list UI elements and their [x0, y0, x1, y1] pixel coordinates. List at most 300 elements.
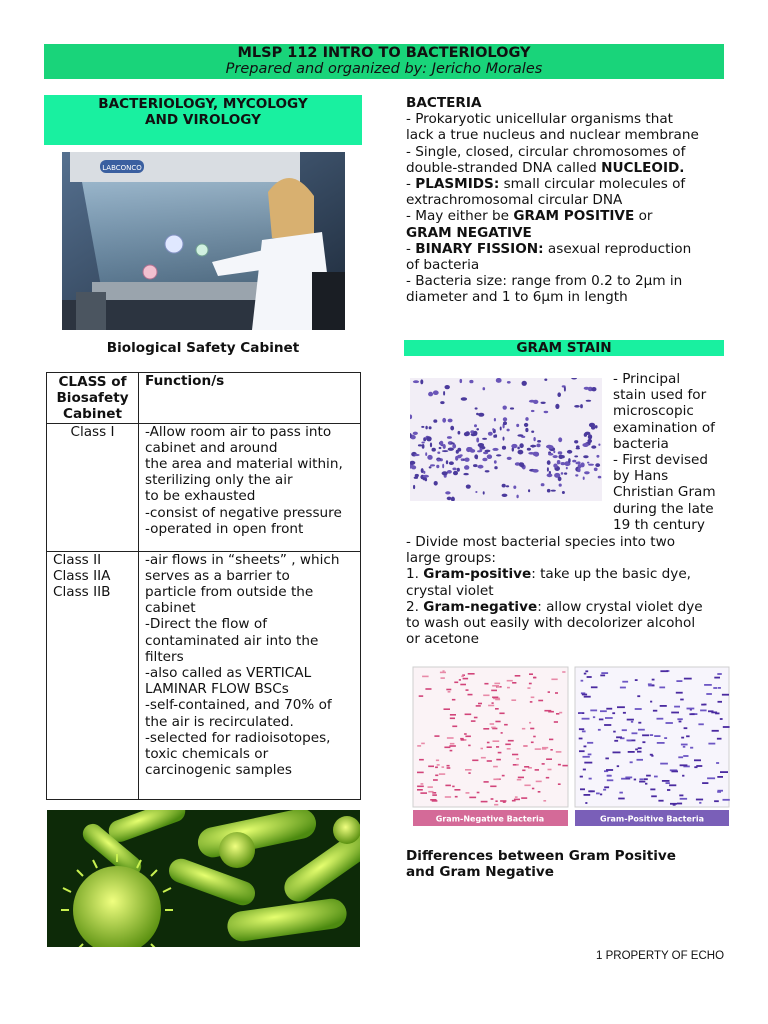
stained-cell [436, 465, 439, 468]
stained-cell [469, 380, 473, 383]
stained-cell [483, 387, 486, 390]
bacteria-text-line: double-stranded DNA called NUCLEOID. [406, 159, 685, 176]
table-header-function: Function/s [139, 373, 361, 424]
gram-positive-cell [717, 776, 723, 778]
stained-cell [460, 454, 463, 456]
gram-positive-cell [627, 740, 632, 742]
gram-negative-cell [445, 785, 451, 787]
stained-cell [475, 491, 477, 493]
stained-cell [519, 462, 523, 467]
stained-cell [493, 435, 496, 438]
stained-cell [442, 464, 444, 469]
gram-negative-cell [433, 779, 438, 781]
gram-negative-cell [447, 767, 451, 769]
stained-cell [421, 426, 424, 428]
stained-cell [558, 451, 563, 454]
biosafety-cabinet-table [46, 372, 361, 800]
stained-cell [482, 458, 487, 462]
stained-cell [447, 436, 452, 439]
stained-cell [530, 445, 536, 448]
stained-cell [595, 425, 598, 428]
bacteria-text-line: - BINARY FISSION: asexual reproduction [406, 240, 692, 257]
gram-negative-cell [501, 732, 503, 734]
gram-positive-cell [622, 681, 628, 683]
gram-negative-cell [450, 743, 455, 745]
gram-positive-cell [584, 746, 587, 748]
gram-negative-cell [529, 673, 533, 675]
function-line: carcinogenic samples [145, 762, 292, 779]
gram-negative-cell [422, 676, 429, 678]
gram-positive-cell [605, 717, 613, 719]
stained-cell [547, 467, 549, 471]
gram-positive-cell [580, 776, 583, 778]
stained-cell [567, 450, 572, 454]
function-line: the area and material within, [145, 456, 343, 473]
gram-negative-cell [558, 783, 561, 785]
gram-positive-cell [664, 737, 667, 739]
stained-cell [502, 494, 508, 497]
gram-negative-cell [465, 769, 472, 771]
stained-cell [577, 468, 580, 473]
gram-negative-cell [481, 757, 486, 759]
gram-negative-cell [421, 783, 424, 785]
gram-negative-cell [530, 701, 533, 703]
gram-negative-cell [425, 688, 431, 690]
gram-side-line: - Principal [613, 371, 681, 387]
gram-text-line: - Divide most bacterial species into two [406, 534, 676, 550]
function-line: -also called as VERTICAL [145, 665, 312, 682]
gram-negative-cell [450, 718, 455, 720]
stained-cell [440, 401, 444, 404]
gram-negative-cell [535, 748, 541, 750]
document-author: Prepared and organized by: Jericho Morales [225, 61, 543, 77]
gram-positive-cell [620, 687, 626, 689]
gram-negative-cell [532, 788, 534, 790]
stained-cell [443, 444, 446, 449]
gram-positive-cell [646, 775, 651, 777]
stained-cell [494, 418, 496, 421]
gram-positive-cell [589, 778, 592, 780]
gram-positive-cell [579, 738, 583, 740]
stained-cell [559, 484, 562, 487]
gram-side-line: microscopic [613, 403, 694, 420]
gram-negative-cell [512, 682, 516, 684]
gram-positive-cell [623, 712, 626, 714]
stained-cell [464, 458, 469, 462]
gram-negative-cell [435, 775, 438, 777]
gram-positive-cell [712, 730, 719, 732]
stained-cell [475, 407, 478, 409]
stained-cell [434, 481, 438, 486]
stained-cell [410, 461, 415, 465]
gram-negative-cell [516, 758, 519, 760]
gram-negative-cell [543, 800, 546, 802]
gram-negative-cell [516, 764, 518, 766]
stained-cell [511, 444, 517, 448]
gram-negative-cell [491, 727, 496, 729]
gram-negative-cell [468, 673, 475, 675]
gram-positive-cell [654, 776, 658, 778]
gram-positive-cell [713, 687, 717, 689]
gram-negative-cell [544, 710, 551, 712]
gram-positive-cell [637, 759, 644, 761]
stained-cell [442, 471, 448, 475]
gram-positive-cell [590, 710, 597, 712]
gram-negative-cell [562, 671, 565, 673]
stained-cell [541, 483, 545, 486]
gram-positive-cell [630, 761, 633, 763]
stained-cell [517, 447, 520, 450]
stained-cell [453, 471, 458, 475]
gram-positive-cell [584, 673, 587, 675]
stained-cell [596, 455, 599, 458]
gram-negative-cell [419, 695, 424, 697]
gram-negative-cell [483, 695, 489, 697]
gram-positive-cell [637, 695, 640, 697]
stained-cell [473, 431, 477, 436]
gram-positive-cell [645, 783, 647, 785]
gram-negative-cell [548, 769, 552, 771]
gram-negative-cell [535, 769, 539, 771]
stained-cell [476, 413, 479, 415]
gram-positive-cell [627, 719, 634, 721]
stained-cell [503, 437, 505, 441]
gram-positive-cell [612, 712, 615, 714]
gram-positive-cell [638, 722, 641, 724]
gram-positive-cell [652, 679, 655, 681]
stained-cell [582, 443, 588, 447]
gram-stain-heading: GRAM STAIN [404, 340, 724, 356]
gram-negative-cell [468, 694, 473, 696]
stained-cell [457, 448, 461, 452]
stained-cell [430, 464, 435, 466]
gram-positive-cell [640, 778, 644, 780]
stained-cell [440, 441, 444, 446]
gram-positive-cell [687, 708, 695, 710]
stained-cell [429, 466, 432, 468]
gram-positive-cell [690, 747, 693, 749]
gram-positive-cell [631, 721, 633, 723]
gram-negative-cell [507, 687, 510, 689]
stained-cell [414, 477, 418, 479]
stained-cell [502, 484, 506, 488]
gram-negative-cell [465, 714, 472, 716]
gram-negative-cell [524, 785, 530, 787]
gram-positive-cell [580, 788, 585, 790]
gram-positive-cell [699, 802, 701, 804]
stained-cell [494, 466, 497, 469]
stained-cell [531, 410, 535, 412]
stained-cell [503, 421, 507, 425]
gram-negative-cell [511, 699, 516, 701]
table-row [47, 423, 361, 551]
page-footer: 1 PROPERTY OF ECHO [596, 950, 725, 962]
stained-cell [591, 445, 596, 448]
gram-negative-cell [514, 799, 520, 801]
gram-positive-cell [653, 710, 657, 712]
stained-cell [510, 407, 514, 409]
stained-cell [547, 460, 551, 465]
gram-negative-cell [530, 728, 534, 730]
gram-negative-cell [420, 792, 427, 794]
stained-cell [588, 464, 594, 466]
stained-cell [574, 440, 578, 443]
gram-positive-cell [596, 793, 600, 795]
gram-negative-cell [502, 775, 505, 777]
gram-positive-cell [677, 803, 682, 805]
gram-negative-cell [523, 745, 528, 747]
stained-cell [452, 444, 456, 449]
stained-cell [507, 381, 511, 384]
bacteria-text-line: - PLASMIDS: small circular molecules of [406, 176, 686, 193]
gram-positive-cell [679, 721, 682, 723]
stained-cell [537, 440, 541, 443]
stained-cell [437, 459, 440, 462]
gram-negative-cell [481, 748, 484, 750]
gram-positive-cell [637, 751, 642, 753]
gram-positive-cell [673, 804, 676, 806]
gram-negative-cell [488, 705, 494, 707]
stained-cell [525, 428, 528, 432]
gram-positive-cell [587, 742, 593, 744]
gram-positive-cell [639, 781, 645, 783]
stained-cell [423, 475, 429, 478]
stained-cell [449, 461, 454, 465]
gram-negative-cell [496, 746, 499, 748]
gram-positive-cell [638, 729, 645, 731]
stained-cell [516, 424, 519, 427]
stained-cell [564, 472, 567, 474]
stained-cell [506, 485, 509, 487]
stained-cell [478, 465, 484, 469]
gram-positive-cell [635, 749, 638, 751]
gram-positive-cell [662, 780, 670, 782]
gram-positive-cell [700, 710, 707, 712]
gram-negative-cell [441, 677, 445, 679]
stained-cell [413, 380, 419, 383]
gram-negative-cell [487, 742, 490, 744]
gram-negative-cell [474, 717, 478, 719]
gram-positive-cell [680, 798, 687, 800]
gram-positive-cell [600, 675, 605, 677]
gram-negative-cell [522, 728, 525, 730]
stained-cell [584, 471, 590, 474]
gram-positive-cell [600, 710, 607, 712]
stained-cell [547, 489, 551, 493]
gram-positive-cell [698, 723, 703, 725]
gram-negative-cell [495, 721, 500, 723]
gram-negative-cell [454, 789, 460, 791]
stained-cell [502, 446, 506, 450]
bacteria-text-line: - May either be GRAM POSITIVE or [406, 208, 653, 225]
stained-cell [443, 391, 445, 396]
stained-cell [598, 476, 602, 479]
stained-cell [591, 387, 596, 391]
gram-positive-cell [676, 680, 682, 682]
gram-side-line: 19 th century [613, 516, 705, 533]
gram-negative-cell [546, 777, 549, 779]
stained-cell [476, 428, 479, 430]
stained-cell [553, 464, 557, 468]
gram-positive-cell [607, 775, 612, 777]
stained-cell [492, 448, 498, 451]
gram-positive-cell [579, 712, 582, 714]
gram-negative-cell [446, 689, 451, 691]
stained-cell [442, 418, 446, 423]
stained-cell [571, 378, 577, 380]
gram-positive-cell [617, 765, 619, 767]
table-header-row [47, 373, 361, 424]
stained-cell [595, 463, 600, 467]
gram-negative-cell [495, 708, 499, 710]
stained-cell [525, 417, 528, 421]
stained-cell [467, 447, 473, 451]
gram-positive-cell [650, 754, 653, 756]
gram-positive-cell [654, 735, 660, 737]
gram-positive-cell [587, 676, 592, 678]
stained-cell [478, 413, 484, 417]
gram-positive-cell [658, 800, 663, 802]
gram-positive-cell [622, 729, 627, 731]
gram-negative-cell [512, 754, 518, 756]
gram-negative-cell [491, 798, 494, 800]
gram-positive-cell [660, 670, 668, 672]
gram-negative-cell [500, 800, 506, 802]
stained-cell [447, 497, 452, 501]
stained-cell [598, 444, 600, 446]
gram-negative-cell [490, 786, 496, 788]
function-line: -consist of negative pressure [145, 504, 342, 521]
gram-positive-cell [702, 782, 708, 784]
gram-positive-cell [588, 754, 592, 756]
gram-positive-cell [638, 747, 642, 749]
stained-cell [588, 434, 592, 439]
stained-cell [476, 438, 479, 443]
gram-negative-cell [518, 777, 524, 779]
gram-positive-cell [717, 791, 721, 793]
bacteria-text-line: diameter and 1 to 6µm in length [406, 289, 628, 306]
document-title: MLSP 112 INTRO TO BACTERIOLOGY [237, 45, 531, 61]
gram-positive-cell [634, 779, 636, 781]
gram-positive-cell [717, 738, 722, 740]
stained-cell [576, 462, 580, 464]
gram-negative-cell [559, 712, 562, 714]
stained-cell [503, 417, 507, 421]
bacteria-text-line: - Single, closed, circular chromosomes of [406, 143, 686, 160]
gram-positive-cell [723, 799, 730, 801]
stained-cell [448, 419, 453, 423]
stained-cell [528, 452, 534, 455]
gram-negative-cell [484, 683, 488, 685]
gram-negative-cell [419, 759, 424, 761]
gram-comparison-caption [406, 848, 726, 880]
gram-negative-cell [536, 781, 542, 783]
class-line: Class IIB [53, 584, 111, 601]
gram-positive-cell [635, 679, 638, 681]
stained-cell [485, 470, 490, 472]
gram-positive-cell [714, 800, 719, 802]
cabinet-brand-label: LABCONCO [102, 164, 142, 172]
stained-cell [432, 448, 436, 452]
gram-positive-cell [707, 777, 715, 779]
function-line: -Direct the flow of [145, 616, 267, 633]
stained-cell [584, 387, 590, 390]
function-line: LAMINAR FLOW BSCs [145, 681, 289, 698]
stained-cell [544, 411, 549, 413]
stained-cell [421, 442, 424, 444]
table-row [47, 551, 361, 799]
gram-negative-cell [469, 797, 476, 799]
gram-negative-cell [478, 703, 482, 705]
stained-cell [503, 406, 507, 410]
gram-positive-cell [681, 737, 684, 739]
function-line: -air flows in “sheets” , which [145, 551, 340, 568]
gram-positive-cell [605, 758, 609, 760]
gram-negative-cell [504, 724, 508, 726]
stained-cell [557, 392, 561, 397]
gram-negative-cell [499, 713, 504, 715]
gram-negative-cell [554, 721, 558, 723]
gram-positive-cell [648, 683, 652, 685]
gram-positive-cell [679, 795, 683, 797]
stained-cell [561, 472, 564, 475]
stained-cell [426, 436, 431, 441]
gram-positive-cell [652, 684, 655, 686]
gram-negative-cell [466, 792, 470, 794]
stained-cell [425, 478, 427, 481]
stained-cell [513, 486, 516, 489]
gram-positive-cell [584, 762, 592, 764]
stained-cell [410, 415, 412, 420]
gram-negative-cell [461, 676, 464, 678]
gram-positive-cell [659, 687, 665, 689]
function-line: cabinet and around [145, 439, 278, 456]
gram-positive-cell [598, 729, 601, 731]
gram-negative-cell [542, 747, 548, 749]
gram-negative-cell [447, 765, 450, 767]
gram-positive-cell [599, 719, 604, 721]
gram-positive-cell [614, 740, 618, 742]
stained-cell [480, 448, 483, 452]
section-heading-line-1: BACTERIOLOGY, MYCOLOGY [98, 96, 308, 112]
gram-positive-cell [619, 792, 623, 794]
gram-negative-cell [428, 786, 433, 788]
table-header-class: CLASS of Biosafety Cabinet [47, 373, 139, 424]
stained-cell [518, 450, 524, 455]
gram-negative-cell [428, 791, 433, 793]
stained-cell [533, 437, 535, 441]
stained-cell [553, 450, 555, 453]
stained-cell [594, 468, 598, 472]
gram-positive-cell [704, 684, 712, 686]
stained-cell [458, 431, 461, 435]
gram-positive-cell [671, 712, 679, 714]
gram-stain-description [613, 371, 733, 533]
stained-cell [531, 431, 534, 433]
gram-side-line: - First devised [613, 452, 709, 469]
gram-negative-cell [546, 758, 552, 760]
gram-positive-cell [616, 736, 622, 738]
gram-positive-cell [682, 775, 684, 777]
gram-positive-cell [684, 727, 688, 729]
stained-cell [437, 452, 440, 454]
stained-cell [483, 491, 485, 494]
gram-positive-cell [720, 718, 723, 720]
gram-negative-cell [508, 740, 514, 742]
gram-positive-cell [582, 731, 586, 733]
stained-cell [445, 385, 450, 389]
stained-cell [463, 473, 468, 475]
